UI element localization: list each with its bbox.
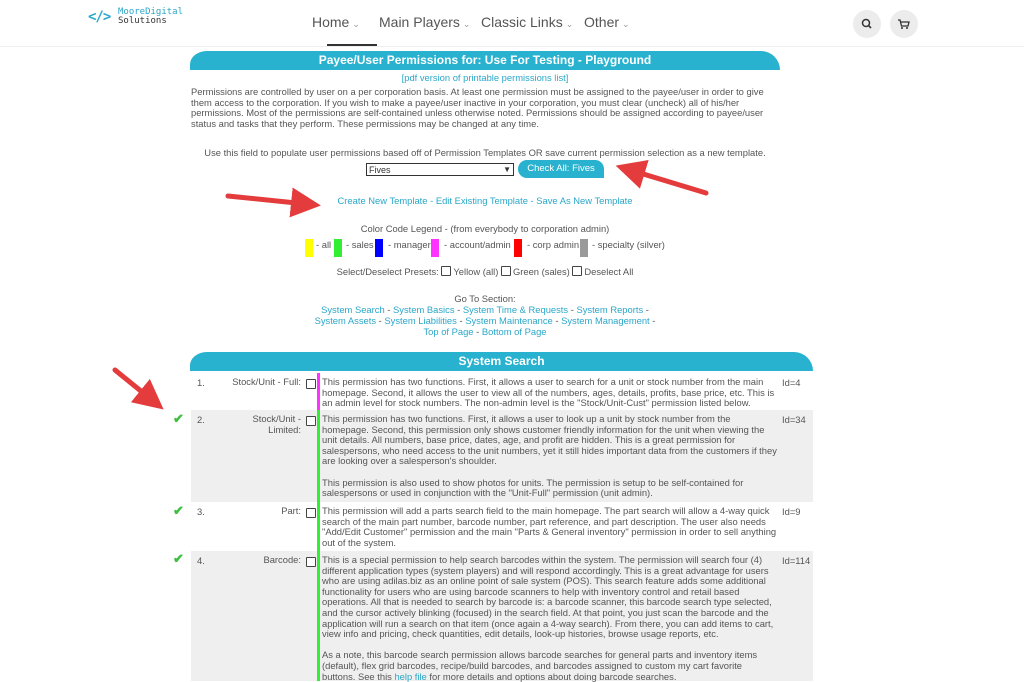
page-title: Payee/User Permissions for: Use For Testing - Playground	[190, 51, 780, 70]
goto-link[interactable]: System Management	[561, 315, 650, 326]
goto-link[interactable]: System Liabilities	[384, 315, 457, 326]
goto-link[interactable]: System Assets	[314, 315, 377, 326]
edit-template-link[interactable]: Edit Existing Template	[435, 195, 528, 206]
goto-link[interactable]: System Maintenance	[465, 315, 553, 326]
goto-line3: Top of Page - Bottom of Page	[423, 326, 547, 337]
template-hint: Use this field to populate user permissions based off of Permission Templates OR save current permission selection as a new template.	[204, 147, 766, 158]
chevron-down-icon: ⌄	[352, 19, 360, 29]
permission-row: 1. Stock/Unit - Full: This permission has two functions. First, it allows a user to search for a unit or stock number from the main homepage. Second, it allows the user to view all of the numbers, ages, details, profits, base price, etc. This is an admin level for stock numbers. The non-admin level is the "Stock/Unit-Cust" permission listed below. Id=4	[191, 373, 813, 410]
intro-text: Permissions are controlled by user on a per corporation basis. At least one permission must be assigned to the payee/user in order to give them access to the corporation. If you wish to make a payee/user inactive in your corporation, you must clear (uncheck) all of his/her permissions. Most of the permissions are self-contained unless otherwise noted. Permissions should be assigned according to payee/user status and tasks that they perform. These permissions may be changed at any time.	[191, 86, 764, 129]
create-template-link[interactable]: Create New Template	[337, 195, 428, 206]
legend-label: - sales	[346, 239, 374, 250]
goto-link[interactable]: System Time & Requests	[462, 304, 569, 315]
nav-other[interactable]: Other ⌄	[584, 14, 630, 30]
section-title: System Search	[190, 352, 813, 371]
goto-line1: System Search - System Basics - System Time & Requests - System Reports -	[321, 304, 649, 315]
legend-title: Color Code Legend - (from everybody to corporation admin)	[360, 223, 610, 234]
goto-link[interactable]: System Search	[321, 304, 385, 315]
help-file-link[interactable]: help file	[394, 670, 427, 682]
template-links: Create New Template - Edit Existing Template - Save As New Template	[337, 195, 633, 206]
code-brackets-icon: </>	[88, 9, 111, 25]
template-select[interactable]: Fives ▼	[366, 163, 514, 176]
checkmark-icon: ✔	[173, 503, 184, 518]
permission-row: 2. Stock/Unit - Limited: This permission has two functions. First, it allows a user to look up a unit by stock number from the homepage. Second, this permission only shows customer friendly information for the unit when viewing the unit details. All numbers, base price, dates, age, and profit are hidden. This is a great permission for salespersons, who need access to the unit numbers, yet it still hides important data from the customers if they are looking over a salesperson's shoulder. This permission is also used to show photos for units. The permission is setup to be self-contained for salespersons or used in conjunction with the "Unit-Full" permission (unit admin). Id=34	[191, 410, 813, 502]
legend-label: - corp admin	[527, 239, 580, 250]
logo-line2: Solutions	[118, 16, 167, 26]
checkmark-icon: ✔	[173, 551, 184, 566]
goto-link[interactable]: System Reports	[576, 304, 644, 315]
nav-classic-links[interactable]: Classic Links ⌄	[481, 14, 574, 30]
nav-home[interactable]: Home ⌄	[312, 14, 360, 30]
goto-link[interactable]: Top of Page	[423, 326, 474, 337]
arrow-icon	[115, 370, 152, 400]
goto-link[interactable]: Bottom of Page	[481, 326, 547, 337]
permission-row: 3. Part: This permission will add a parts search field to the main homepage. The part search will allow a 4-way quick search of the main part number, barcode number, part reference, and part description. The user also needs "Add/Edit Customer" permission and the main "Parts & General inventory" permission in order to sell anything out of the system. Id=9	[191, 502, 813, 551]
arrow-icon	[228, 196, 306, 204]
checkmark-icon: ✔	[173, 411, 184, 426]
chevron-down-icon: ⌄	[462, 19, 471, 29]
legend-label: - all	[316, 239, 332, 250]
save-template-link[interactable]: Save As New Template	[536, 195, 633, 206]
legend-label: - specialty (silver)	[592, 239, 665, 250]
legend-label: - account/admin	[444, 239, 511, 250]
goto-link[interactable]: System Basics	[393, 304, 455, 315]
chevron-down-icon: ▼	[503, 165, 511, 174]
goto-line2: System Assets - System Liabilities - System Maintenance - System Management -	[314, 315, 656, 326]
goto-title: Go To Section:	[454, 293, 516, 304]
presets: Select/Deselect Presets: Yellow (all) Green (sales) Deselect All	[336, 266, 634, 277]
nav-main-players[interactable]: Main Players ⌄	[379, 14, 471, 30]
arrow-icon	[630, 170, 706, 193]
chevron-down-icon: ⌄	[622, 19, 630, 29]
permission-row: 4. Barcode: This is a special permission to help search barcodes within the system. The permission will search four (4) different application types (system players) and will respond accordingly. This is a great advantage for users who are using adilas.biz as an online point of sale system (POS). This search feature adds some additional functionality for users who are using barcode scanners to help with inventory control and retail based operations. All that is needed to search by barcode is: a barcode scanner, this barcode search type selected, and the cursor actively blinking (focused) in the search field. At that point, you just scan the barcode and the application will run a search on that item (once again a 4-way search). From there, you can add items to cart, view info and pricing, check quantities, edit details, look-up histories, browse usage reports, etc. As a note, this barcode search permission allows barcode searches for general parts and inventory items (default), flex grid barcodes, recipe/build barcodes, and barcodes assigned to custom my cart favorite buttons. See this help file for more details and options about doing barcode searches. Id=114	[191, 551, 813, 681]
chevron-down-icon: ⌄	[565, 19, 574, 29]
pdf-link[interactable]: [pdf version of printable permissions list]	[401, 72, 569, 83]
check-all-button[interactable]: Check All: Fives	[518, 160, 604, 178]
logo-line1: MooreDigital	[118, 7, 184, 17]
legend-label: - manager	[388, 239, 431, 250]
